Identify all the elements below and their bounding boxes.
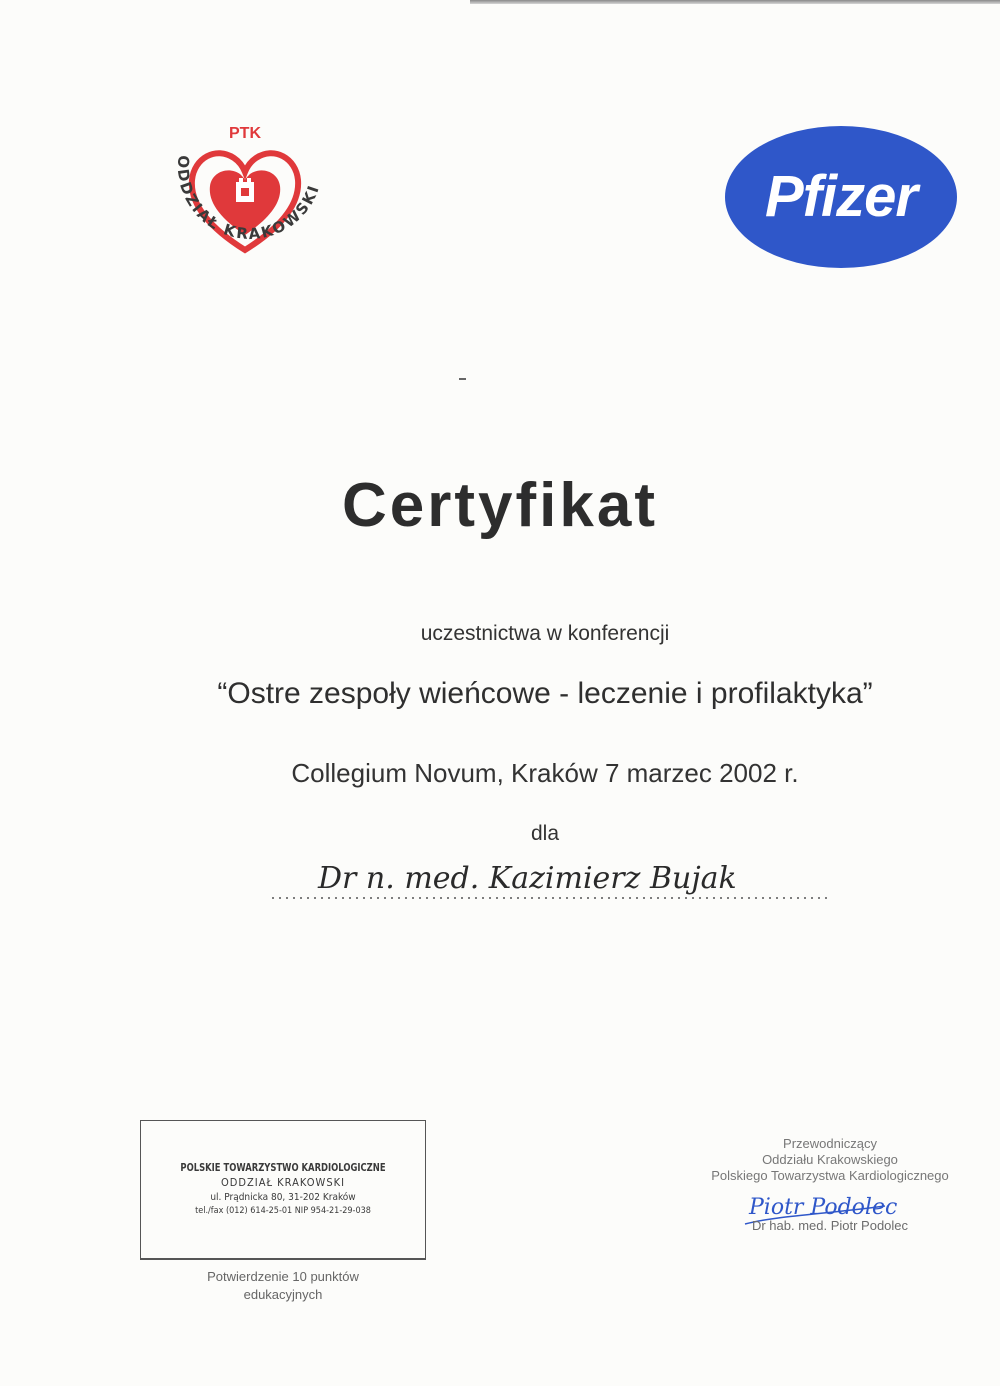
points-note bbox=[140, 1268, 426, 1304]
ptk-heart-icon bbox=[150, 110, 340, 290]
venue-date: Collegium Novum, Kraków 7 marzec 2002 r. bbox=[291, 758, 799, 788]
for-label: dla bbox=[530, 822, 560, 845]
chair-line-3: Polskiego Towarzystwa Kardiologicznego bbox=[711, 1168, 949, 1183]
scan-top-edge bbox=[470, 0, 1000, 4]
conference-name: “Ostre zespoły wieńcowe - leczenie i profilaktyka” bbox=[217, 677, 873, 710]
points-note-line-2: edukacyjnych bbox=[243, 1287, 323, 1302]
chair-line-2: Oddziału Krakowskiego bbox=[762, 1152, 898, 1167]
ptk-logo bbox=[150, 110, 340, 290]
stamp-line-3: ul. Prądnicka 80, 31-202 Kraków bbox=[210, 1192, 356, 1203]
stamp-line-2: ODDZIAŁ KRAKOWSKI bbox=[220, 1176, 346, 1189]
stamp-line-4: tel./fax (012) 614-25-01 NIP 954-21-29-038 bbox=[195, 1206, 371, 1216]
pfizer-oval-icon bbox=[723, 124, 959, 270]
scan-speck bbox=[459, 378, 466, 380]
points-note-line-1: Potwierdzenie 10 punktów bbox=[207, 1269, 359, 1284]
pfizer-wordmark: Pfizer bbox=[765, 164, 917, 229]
pfizer-logo bbox=[723, 124, 959, 270]
chair-name: Dr hab. med. Piotr Podolec bbox=[751, 1218, 909, 1233]
chair-signature-text: Piotr Podolec bbox=[749, 1195, 898, 1220]
chair-title-block bbox=[680, 1136, 980, 1184]
recipient-line bbox=[270, 858, 830, 904]
ptk-ring-text: ODDZIAŁ KRAKOWSKI bbox=[173, 154, 324, 244]
organization-stamp bbox=[140, 1120, 426, 1260]
chair-line-1: Przewodniczący bbox=[783, 1136, 877, 1151]
ptk-label: PTK bbox=[229, 125, 261, 142]
stamp-line-1: POLSKIE TOWARZYSTWO KARDIOLOGICZNE bbox=[180, 1161, 386, 1174]
certificate-title: Certyfikat bbox=[342, 471, 658, 540]
recipient-handwritten-name: Dr n. med. Kazimierz Bujak bbox=[318, 861, 737, 896]
certificate-subtitle: uczestnictwa w konferencji bbox=[420, 622, 670, 645]
